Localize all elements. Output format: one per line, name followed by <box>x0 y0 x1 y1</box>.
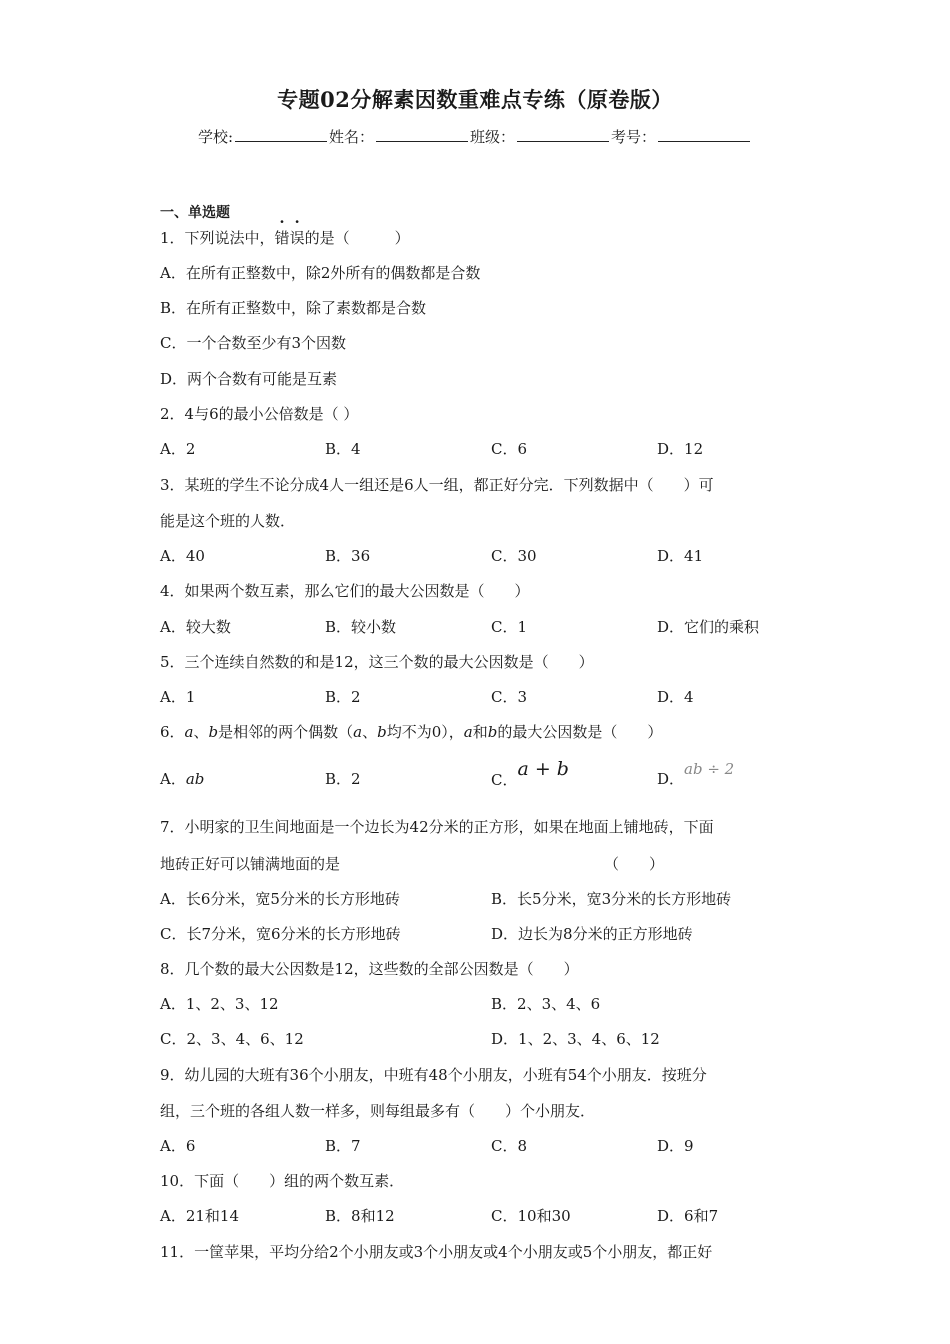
math-expression: ab ÷ 2 <box>684 760 735 778</box>
q6-option-a[interactable] <box>160 768 204 789</box>
q10-option-b[interactable]: B．8和12 <box>325 1207 395 1225</box>
q7-answer-paren: （ ） <box>604 855 665 873</box>
q2-option-c[interactable]: C．6 <box>491 440 528 458</box>
question-3-stem-line2: 能是这个班的人数． <box>160 512 296 530</box>
q6-text: 的最大公因数是（ ） <box>497 723 663 741</box>
q7-option-c[interactable]: C．长7分米，宽6分米的长方形地砖 <box>160 925 401 943</box>
q9-option-c[interactable]: C．8 <box>491 1137 528 1155</box>
emphasis-dot-1: 错 <box>274 229 290 247</box>
var-b: b <box>487 723 498 741</box>
question-1-stem <box>160 227 410 248</box>
q10-option-a[interactable]: A．21和14 <box>160 1207 240 1225</box>
var-a: a <box>184 723 194 741</box>
exam-no-label: 考号： <box>611 128 657 146</box>
question-4-stem: 4．如果两个数互素，那么它们的最大公因数是（ ） <box>160 582 530 600</box>
exam-no-blank[interactable] <box>658 127 750 142</box>
q6-sep: 、 <box>193 723 209 741</box>
option-label: D． <box>657 770 685 788</box>
question-5-stem: 5．三个连续自然数的和是12，这三个数的最大公因数是（ ） <box>160 653 594 671</box>
question-11-stem-line1: 11．一筐苹果，平均分给2个小朋友或3个小朋友或4个小朋友或5个小朋友，都正好 <box>160 1243 713 1261</box>
q8-option-c[interactable]: C．2、3、4、6、12 <box>160 1030 304 1048</box>
q6-option-b[interactable]: B．2 <box>325 770 361 788</box>
question-7-stem-line2: 地砖正好可以铺满地面的是 <box>160 855 341 873</box>
q2-option-a[interactable]: A．2 <box>160 440 196 458</box>
q7-option-a[interactable]: A．长6分米，宽5分米的长方形地砖 <box>160 890 400 908</box>
q4-option-c[interactable]: C．1 <box>491 618 528 636</box>
q1-option-c[interactable]: C．一个合数至少有3个因数 <box>160 334 347 352</box>
q5-option-b[interactable]: B．2 <box>325 688 361 706</box>
q6-option-c[interactable] <box>491 758 569 790</box>
question-9-stem-line1: 9．幼儿园的大班有36个小朋友，中班有48个小朋友，小班有54个小朋友．按班分 <box>160 1066 707 1084</box>
q8-option-b[interactable]: B．2、3、4、6 <box>491 995 601 1013</box>
var-b: b <box>208 723 219 741</box>
question-6-stem <box>160 721 662 742</box>
q2-option-b[interactable]: B．4 <box>325 440 361 458</box>
question-8-stem: 8．几个数的最大公因数是12，这些数的全部公因数是（ ） <box>160 960 579 978</box>
emphasis-dot-2: 误 <box>289 229 305 247</box>
q1-stem-post: 的是（ ） <box>304 229 410 247</box>
student-info-row <box>0 126 950 147</box>
q3-option-d[interactable]: D．41 <box>657 547 704 565</box>
q6-text: 均不为0）， <box>386 723 464 741</box>
q4-option-a[interactable]: A．较大数 <box>160 618 231 636</box>
page-title: 专题02分解素因数重难点专练（原卷版） <box>277 87 673 112</box>
q9-option-b[interactable]: B．7 <box>325 1137 361 1155</box>
q10-option-d[interactable]: D．6和7 <box>657 1207 719 1225</box>
name-label: 姓名： <box>329 128 375 146</box>
q4-option-b[interactable]: B．较小数 <box>325 618 397 636</box>
q4-option-d[interactable]: D．它们的乘积 <box>657 618 760 636</box>
q6-num: 6． <box>160 723 185 741</box>
q6-text: 和 <box>472 723 488 741</box>
math-expression: a + b <box>517 758 569 780</box>
q9-option-d[interactable]: D．9 <box>657 1137 694 1155</box>
name-blank[interactable] <box>376 127 468 142</box>
section-heading: 一、单选题 <box>160 205 230 221</box>
var-a: a <box>353 723 363 741</box>
class-blank[interactable] <box>517 127 609 142</box>
class-label: 班级： <box>470 128 516 146</box>
q3-option-b[interactable]: B．36 <box>325 547 371 565</box>
q7-option-d[interactable]: D．边长为8分米的正方形地砖 <box>491 925 693 943</box>
option-label: A． <box>160 770 186 788</box>
question-7-stem-line1: 7．小明家的卫生间地面是一个边长为42分米的正方形，如果在地面上铺地砖，下面 <box>160 818 714 836</box>
q8-option-a[interactable]: A．1、2、3、12 <box>160 995 279 1013</box>
question-2-stem: 2．4与6的最小公倍数是（ ） <box>160 405 359 423</box>
q8-option-d[interactable]: D．1、2、3、4、6、12 <box>491 1030 660 1048</box>
q2-option-d[interactable]: D．12 <box>657 440 704 458</box>
q6-sep: 、 <box>362 723 378 741</box>
q1-stem-pre: 1．下列说法中， <box>160 229 275 247</box>
q3-option-a[interactable]: A．40 <box>160 547 205 565</box>
question-3-stem-line1: 3．某班的学生不论分成4人一组还是6人一组，都正好分完．下列数据中（ ）可 <box>160 476 714 494</box>
q1-option-b[interactable]: B．在所有正整数中，除了素数都是合数 <box>160 299 427 317</box>
q6-text: 是相邻的两个偶数（ <box>218 723 354 741</box>
var-a: a <box>463 723 473 741</box>
q1-option-a[interactable]: A．在所有正整数中，除2外所有的偶数都是合数 <box>160 264 481 282</box>
q5-option-d[interactable]: D．4 <box>657 688 694 706</box>
option-value: ab <box>185 770 205 788</box>
var-b: b <box>377 723 387 741</box>
q3-option-c[interactable]: C．30 <box>491 547 537 565</box>
q5-option-a[interactable]: A．1 <box>160 688 196 706</box>
school-blank[interactable] <box>235 127 327 142</box>
q5-option-c[interactable]: C．3 <box>491 688 528 706</box>
question-9-stem-line2: 组，三个班的各组人数一样多，则每组最多有（ ）个小朋友． <box>160 1102 596 1120</box>
q9-option-a[interactable]: A．6 <box>160 1137 196 1155</box>
school-label: 学校: <box>197 128 233 146</box>
q10-option-c[interactable]: C．10和30 <box>491 1207 571 1225</box>
q1-option-d[interactable]: D．两个合数有可能是互素 <box>160 370 338 388</box>
option-label: C． <box>491 771 518 789</box>
q6-option-d[interactable] <box>657 760 735 789</box>
question-10-stem: 10．下面（ ）组的两个数互素． <box>160 1172 405 1190</box>
q7-option-b[interactable]: B．长5分米，宽3分米的长方形地砖 <box>491 890 732 908</box>
